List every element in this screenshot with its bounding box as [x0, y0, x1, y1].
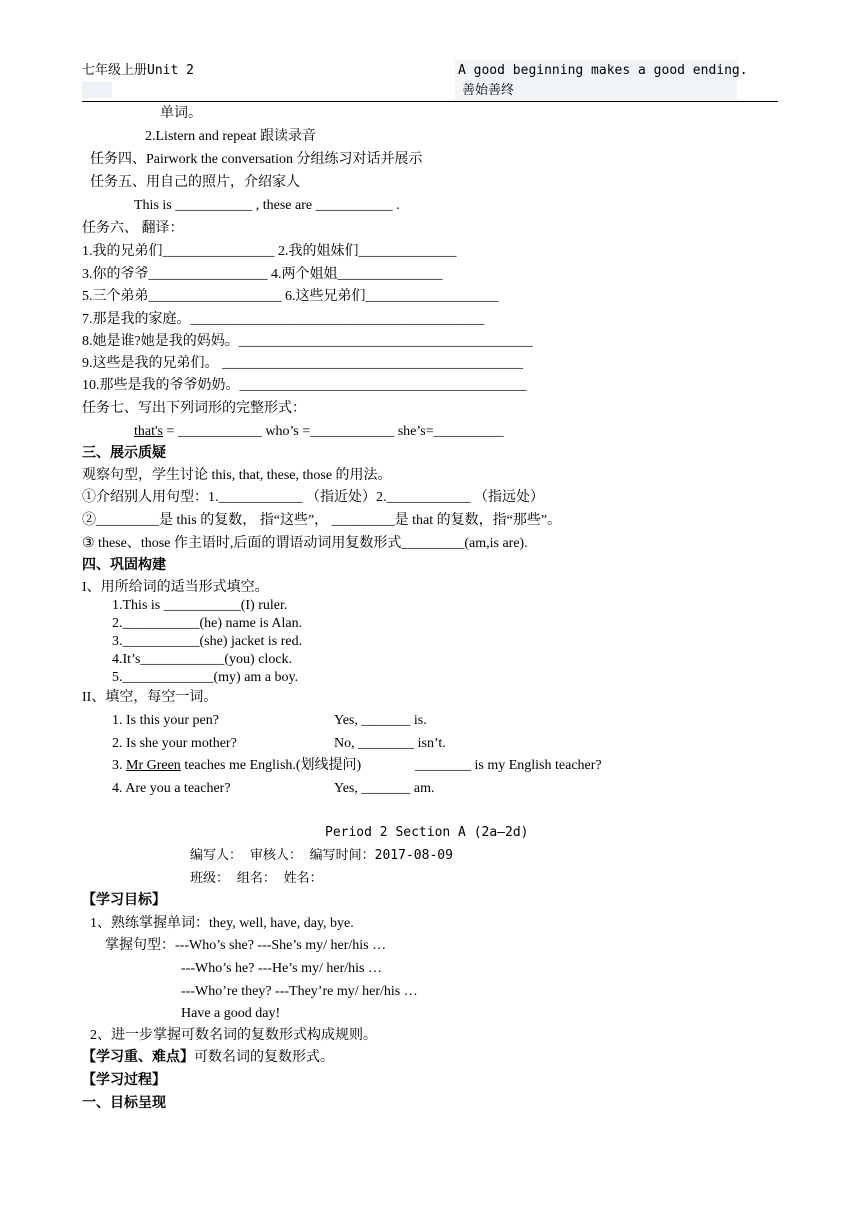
goal-item: 2、进一步掌握可数名词的复数形式构成规则。: [90, 1028, 377, 1043]
header-motto: A good beginning makes a good ending.: [458, 63, 748, 78]
translate-item: 10.那些是我的爷爷奶奶。_________________________________________: [82, 378, 527, 393]
question-2: 2. Is she your mother?: [112, 736, 237, 751]
translate-item: 5.三个弟弟___________________ 6.这些兄弟们___________________: [82, 289, 499, 304]
answer-3: ________ is my English teacher?: [415, 758, 602, 773]
goal-item: 1、熟练掌握单词：they, well, have, day, bye.: [90, 916, 354, 931]
author-meta: 编写人： 审核人： 编写时间：2017-08-09: [190, 848, 453, 863]
header-motto-chinese: 善始善终: [462, 83, 515, 98]
translate-item: 9.这些是我的兄弟们。 ___________________________________________: [82, 356, 523, 371]
goal-item: ---Who’s he? ---He’s my/ her/his …: [181, 961, 382, 976]
section-three-heading: 三、展示质疑: [82, 446, 166, 461]
exercise-one-title: I、用所给词的适当形式填空。: [82, 580, 269, 595]
goal-present-heading: 一、目标呈现: [82, 1096, 166, 1111]
goal-item: ---Who’re they? ---They’re my/ her/his …: [181, 984, 418, 999]
exercise-item: 4.It’s____________(you) clock.: [112, 652, 293, 667]
task-five: 任务五、用自己的照片，介绍家人: [90, 175, 300, 190]
translate-item: 7.那是我的家庭。__________________________________________: [82, 312, 485, 327]
header-highlight: [82, 82, 112, 98]
process-heading: 【学习过程】: [82, 1073, 166, 1088]
exercise-item: 5._____________(my) am a boy.: [112, 670, 299, 685]
task-seven: 任务七、写出下列词形的完整形式：: [82, 401, 306, 416]
contraction-line: [134, 423, 504, 441]
fill-blank-line: This is ___________ , these are ___________ .: [134, 198, 400, 213]
question-1: 1. Is this your pen?: [112, 713, 219, 728]
key-points-label: 【学习重、难点】: [82, 1050, 194, 1065]
question-3: [112, 757, 361, 775]
text-line: ①介绍别人用句型：1.____________ （指近处）2.____________ （指远处）: [82, 490, 544, 505]
key-points: [82, 1049, 334, 1067]
text-line: 2.Listern and repeat 跟读录音: [145, 129, 317, 144]
goal-item: Have a good day!: [181, 1006, 281, 1021]
exercise-item: 3.___________(she) jacket is red.: [112, 634, 303, 649]
header-rule: [82, 101, 778, 102]
answer-4: Yes, _______ am.: [334, 781, 435, 796]
text-line: ②_________是 this 的复数， 指“这些”， _________是 that 的复数，指“那些”。: [82, 513, 562, 528]
learning-goals-heading: 【学习目标】: [82, 893, 166, 908]
exercise-item: 1.This is ___________(I) ruler.: [112, 598, 288, 613]
answer-2: No, ________ isn’t.: [334, 736, 446, 751]
answer-1: Yes, _______ is.: [334, 713, 427, 728]
translate-item: 1.我的兄弟们________________ 2.我的姐妹们______________: [82, 244, 457, 259]
translate-item: 3.你的爷爷_________________ 4.两个姐姐_______________: [82, 267, 443, 282]
text-line: ③ these、those 作主语时,后面的谓语动词用复数形式_________(am,is are).: [82, 536, 528, 551]
task-six: 任务六、 翻译：: [82, 221, 184, 236]
section-four-heading: 四、巩固构建: [82, 558, 166, 573]
translate-item: 8.她是谁?她是我的妈妈。__________________________________________: [82, 334, 533, 349]
goal-item: 掌握句型：---Who’s she? ---She’s my/ her/his …: [105, 938, 387, 953]
text-line: 单词。: [160, 106, 202, 121]
key-points-text: 可数名词的复数形式。: [194, 1050, 334, 1065]
text-line: 观察句型，学生讨论 this, that, these, those 的用法。: [82, 468, 392, 483]
question-3-number: 3.: [112, 758, 126, 773]
task-four: 任务四、Pairwork the conversation 分组练习对话并展示: [90, 152, 423, 167]
contraction-rest: = ____________ who’s =____________ she’s=__________: [162, 424, 504, 439]
header-unit-title: 七年级上册Unit 2: [82, 63, 194, 78]
student-meta: 班级： 组名： 姓名：: [190, 871, 323, 886]
contraction-thats: that's: [134, 424, 163, 439]
exercise-item: 2.___________(he) name is Alan.: [112, 616, 303, 631]
question-3-text: teaches me English.(划线提问): [180, 758, 362, 773]
underlined-name: Mr Green: [126, 758, 181, 773]
exercise-two-title: II、填空，每空一词。: [82, 690, 218, 705]
question-4: 4. Are you a teacher?: [112, 781, 231, 796]
period-title: Period 2 Section A (2a—2d): [325, 825, 529, 840]
